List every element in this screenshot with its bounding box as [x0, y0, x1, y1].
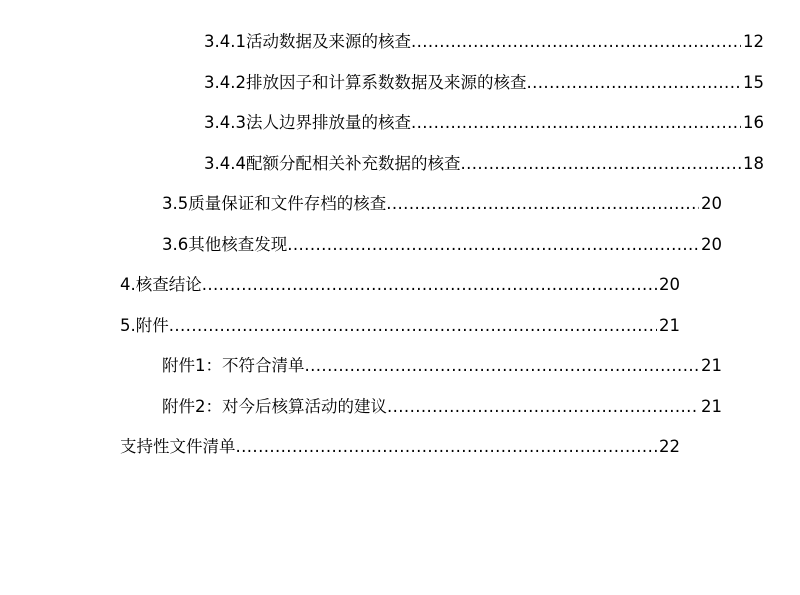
toc-entry-label: 3.4.1活动数据及来源的核查: [204, 32, 411, 51]
toc-entry[interactable]: [120, 153, 764, 173]
toc-entry-label: 3.4.2排放因子和计算系数数据及来源的核查: [204, 72, 527, 92]
toc-entry-page-number: 12: [743, 32, 764, 51]
toc-entry[interactable]: [120, 277, 680, 294]
toc-entry[interactable]: [120, 115, 764, 132]
toc-entry-page-number: 21: [659, 315, 680, 335]
toc-entry-page-number: 21: [701, 396, 722, 416]
toc-leader-dots: [305, 358, 700, 375]
toc-entry-page-number: 18: [743, 153, 764, 173]
toc-entry[interactable]: [120, 234, 722, 254]
table-of-contents: [120, 32, 764, 456]
toc-leader-dots: [411, 115, 741, 132]
toc-entry[interactable]: [120, 72, 764, 92]
toc-leader-dots: [386, 196, 699, 213]
toc-entry[interactable]: [120, 396, 722, 416]
toc-entry[interactable]: [120, 315, 680, 335]
toc-entry-label: 支持性文件清单: [120, 437, 236, 456]
toc-entry-label: 3.5质量保证和文件存档的核查: [162, 194, 387, 213]
toc-leader-dots: [460, 156, 741, 173]
toc-entry-page-number: 20: [701, 234, 722, 254]
toc-entry-label: 附件1：不符合清单: [162, 356, 305, 375]
toc-entry[interactable]: [120, 358, 722, 375]
toc-entry-label: 3.4.4配额分配相关补充数据的核查: [204, 153, 461, 173]
toc-entry-page-number: 20: [701, 194, 722, 213]
toc-leader-dots: [287, 237, 699, 254]
toc-entry-label: 3.6其他核查发现: [162, 234, 288, 254]
toc-entry-label: 5.附件: [120, 315, 169, 335]
toc-leader-dots: [202, 277, 657, 294]
toc-entry[interactable]: [120, 439, 680, 456]
toc-entry-label: 4.核查结论: [120, 275, 202, 294]
toc-entry-page-number: 16: [743, 113, 764, 132]
toc-entry-page-number: 15: [743, 72, 764, 92]
toc-entry[interactable]: [120, 34, 764, 51]
toc-leader-dots: [169, 318, 657, 335]
toc-leader-dots: [236, 439, 658, 456]
toc-entry-page-number: 20: [659, 275, 680, 294]
toc-leader-dots: [411, 34, 741, 51]
toc-entry-label: 附件2：对今后核算活动的建议: [162, 396, 387, 416]
toc-entry-page-number: 21: [701, 356, 722, 375]
toc-leader-dots: [526, 75, 741, 92]
toc-entry-label: 3.4.3法人边界排放量的核查: [204, 113, 411, 132]
toc-entry-page-number: 22: [659, 437, 680, 456]
toc-leader-dots: [387, 399, 699, 416]
toc-entry[interactable]: [120, 196, 722, 213]
